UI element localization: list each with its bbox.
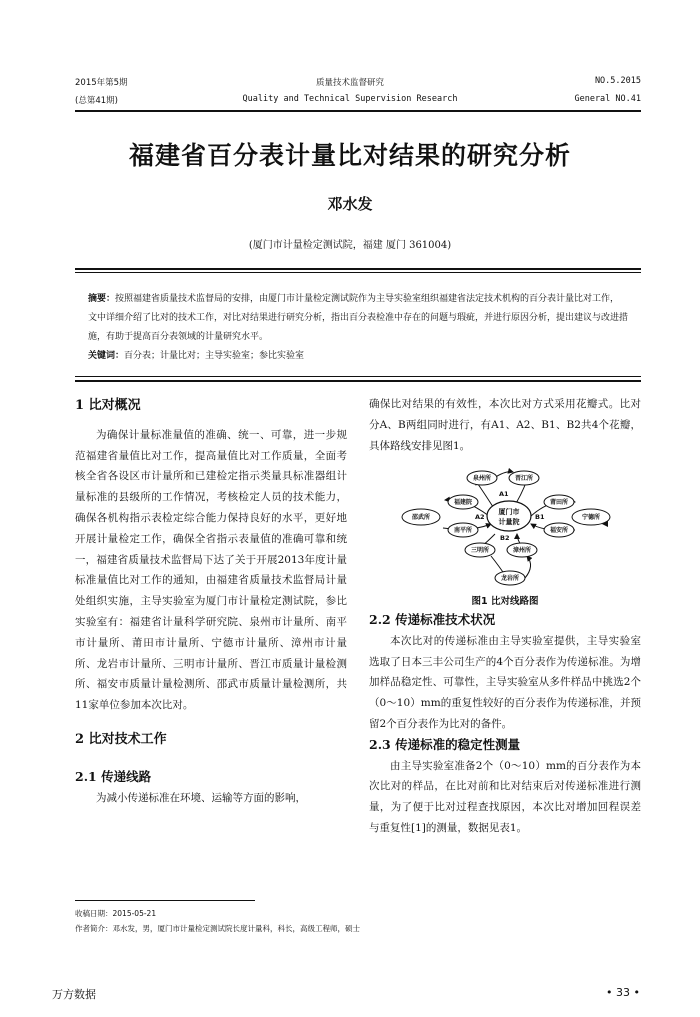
node-label-longyan: 龙岩所 bbox=[500, 575, 520, 582]
header-rule bbox=[75, 110, 641, 112]
abstract-text: 按照福建省质量技术监督局的安排，由厦门市计量检定测试院作为主导实验室组织福建省法定技术机构的百分表计量比对工作，文中详细介绍了比对的技术工作，对比对结果进行研究分析，指出百分表检准中存在的问题与瑕疵，并进行原因分析，提出建议与改进措施，有助于提高百分表领域的计量研究水平。 bbox=[88, 294, 629, 342]
journal-number: NO.5.2015 bbox=[594, 76, 641, 86]
abstract-label: 摘要： bbox=[88, 294, 116, 304]
node-label-quanzhou: 泉州所 bbox=[472, 475, 492, 482]
node-label-ningde: 宁德所 bbox=[581, 514, 601, 521]
received-date: 收稿日期：2015-05-21 bbox=[75, 909, 157, 918]
footer-watermark: 万方数据 bbox=[52, 988, 96, 1001]
author-bio: 作者简介：邓水发，男，厦门市计量检定测试院长度计量科，科长，高级工程师，硕士 bbox=[75, 924, 360, 933]
journal-general-number: General NO.41 bbox=[574, 94, 641, 104]
keywords-text: 百分表；计量比对；主导实验室；参比实验室 bbox=[124, 351, 305, 361]
keywords-label: 关键词： bbox=[88, 351, 125, 361]
node-label-nanping: 南平所 bbox=[453, 527, 473, 534]
section-2-3-heading: 2.3 传递标准的稳定性测量 bbox=[369, 736, 521, 752]
journal-issue: 2015年第5期 bbox=[75, 78, 128, 88]
section-2-3-paragraph: 由主导实验室准备2个（0～10）mm的百分表作为本次比对的样品，在比对前和比对结束后对传递标准进行测量，为了便于比对过程查找原因，本次比对增加回程误差与重复性[1]的测量，数据见表1。 bbox=[369, 759, 641, 834]
left-column bbox=[75, 396, 347, 808]
node-label-shaowu: 邵武所 bbox=[411, 514, 431, 521]
journal-total-issue: (总第41期) bbox=[75, 96, 118, 106]
node-label-fuan: 福安所 bbox=[549, 527, 569, 534]
journal-name-en: Quality and Technical Supervision Research bbox=[242, 94, 458, 104]
journal-name-cn: 质量技术监督研究 bbox=[315, 78, 384, 88]
node-label-jinjiang: 晋江所 bbox=[514, 475, 534, 482]
abstract-bottom-rule-thin bbox=[75, 376, 641, 377]
node-label-zhangzhou: 漳州所 bbox=[512, 547, 532, 554]
node-center-line1: 厦门市 bbox=[498, 508, 520, 516]
group-label-b2: B2 bbox=[500, 534, 510, 542]
section-2-1-paragraph: 为减小传递标准在环境、运输等方面的影响， bbox=[96, 791, 306, 804]
abstract bbox=[88, 290, 628, 366]
node-label-fujian: 福建院 bbox=[453, 499, 473, 506]
section-1-heading: 1 比对概况 bbox=[75, 398, 141, 413]
abstract-top-rule-thin bbox=[75, 272, 641, 273]
node-label-sanming: 三明所 bbox=[470, 547, 490, 554]
article-affiliation: (厦门市计量检定测试院，福建 厦门 361004) bbox=[248, 240, 452, 251]
group-label-a2: A2 bbox=[475, 513, 485, 521]
abstract-top-rule bbox=[75, 268, 641, 270]
abstract-bottom-rule bbox=[75, 380, 641, 382]
right-column-lower bbox=[369, 610, 641, 839]
group-label-a1: A1 bbox=[499, 490, 509, 498]
section-2-2-heading: 2.2 传递标准技术状况 bbox=[369, 612, 496, 627]
section-2-1-heading: 2.1 传递线路 bbox=[75, 768, 152, 784]
group-label-b1: B1 bbox=[535, 513, 545, 521]
node-center-xiamen bbox=[487, 501, 531, 531]
article-author: 邓水发 bbox=[327, 195, 373, 213]
footnote bbox=[75, 906, 360, 936]
right-column-continuation: 确保比对结果的有效性，本次比对方式采用花瓣式。比对分A、B两组同时进行，有A1、A2、B1、B2共4个花瓣，具体路线安排见图1。 bbox=[369, 398, 641, 452]
footnote-rule bbox=[75, 900, 255, 901]
route-diagram bbox=[395, 466, 617, 592]
section-2-2-paragraph: 本次比对的传递标准由主导实验室提供，主导实验室选取了日本三丰公司生产的4个百分表作为传递标准。为增加样品稳定性、可靠性，主导实验室从多件样品中挑选2个（0～10）mm的重复性较好的百分表作为传递标准，并预留2个百分表作为比对的备件。 bbox=[369, 634, 641, 730]
page-number: • 33 • bbox=[606, 986, 640, 999]
figure-1-caption: 图1 比对线路图 bbox=[471, 596, 539, 607]
section-1-paragraph: 为确保计量标准量值的准确、统一、可靠，进一步规范福建省量值比对工作，提高量值比对工作质量，全面考核全省各设区市计量所和已建检定指示类量具标准器组计量标准的县级所的工作情况，考核检定人员的技术能力，确保各机构指示表检定综合能力保持良好的水平，更好地开展计量检定工作，确保全省指示表量值的准确可靠和统一，福建省质量技术监督局下达了关于开展2013年度计量标准量值比对工作的通知，由福建省质量技术监督局计量处组织实施，主导实验室为厦门市计量检定测试院，参比实验室有：福建省计量科学研究院、泉州市计量所、南平市计量所、莆田市计量所、宁德市计量所、漳州市计量所、龙岩市计量所、三明市计量所、晋江市质量计量检测所、福安市质量计量检测所、邵武市质量计量检测所，共11家单位参加本次比对。 bbox=[75, 428, 347, 712]
section-2-heading: 2 比对技术工作 bbox=[75, 731, 167, 747]
right-column bbox=[369, 394, 641, 456]
node-center-line2: 计量院 bbox=[498, 518, 520, 526]
article-title: 福建省百分表计量比对结果的研究分析 bbox=[128, 141, 571, 170]
node-label-putian: 莆田所 bbox=[549, 499, 569, 506]
